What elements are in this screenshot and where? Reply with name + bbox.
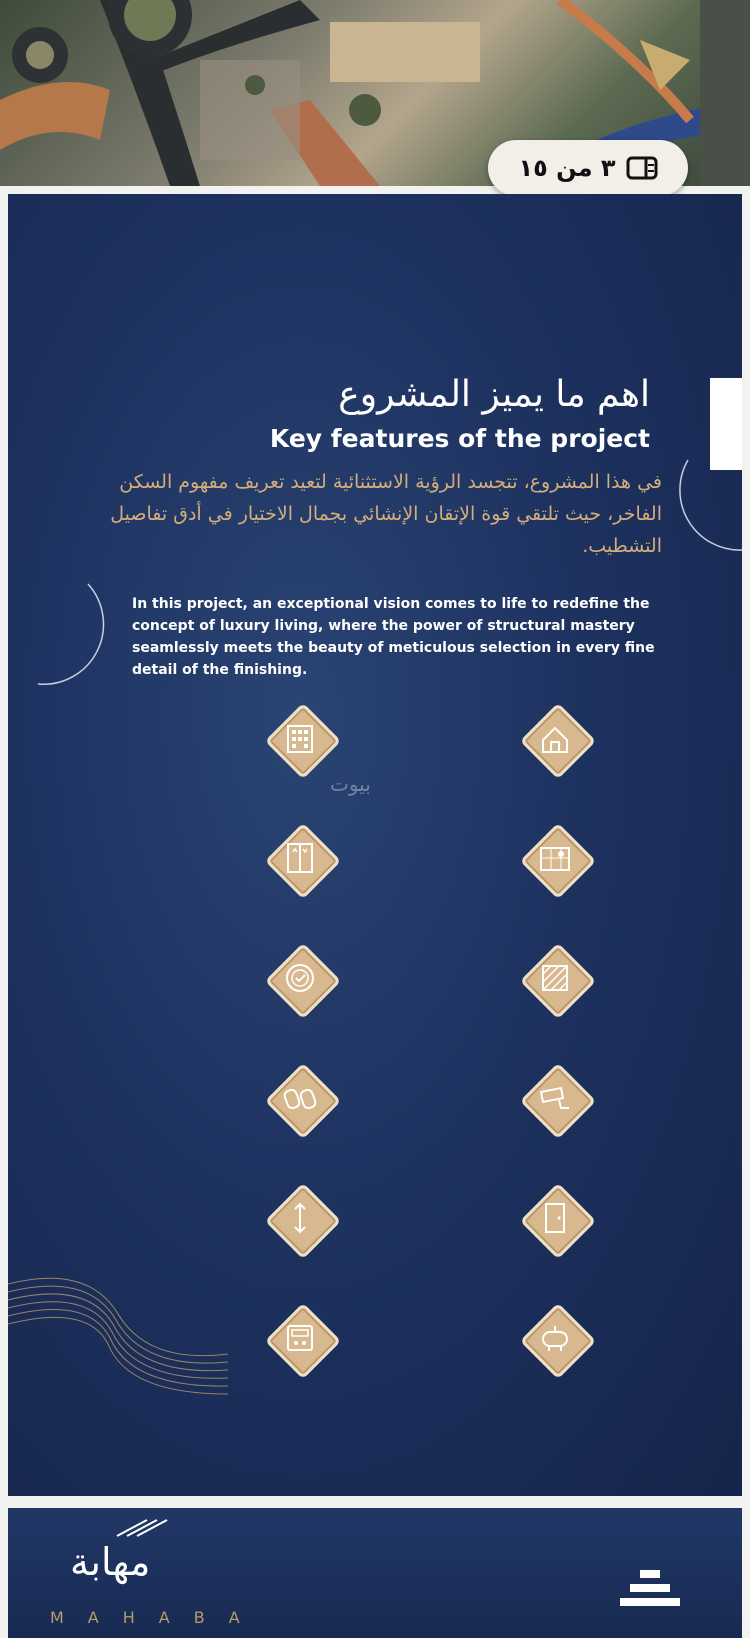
features-panel (8, 194, 742, 1496)
gallery-icon (626, 156, 658, 180)
elevator-icon (282, 840, 318, 876)
water-tank-icon (537, 1320, 573, 1356)
parking-icon (282, 1080, 318, 1116)
brand-name-english: MAHABA (50, 1608, 264, 1627)
map-location-icon (537, 840, 573, 876)
image-counter-text: ٣ من ١٥ (518, 154, 616, 182)
quality-badge-icon (282, 960, 318, 996)
image-counter[interactable] (488, 140, 688, 196)
brand-stripes-icon (112, 1518, 172, 1538)
decorative-arc-left (8, 574, 118, 694)
description-arabic: في هذا المشروع، تتجسد الرؤية الاستثنائية لتعيد تعريف مفهوم السكن الفاخر، حيث تلتقي قوة الإتقان الإنشائي بجمال الاختيار في أدق تفاصيل التشطيب. (110, 471, 662, 557)
brand-name-arabic: مهابة (70, 1540, 151, 1584)
meter-icon (282, 1320, 318, 1356)
title-arabic: اهم ما يميز المشروع (338, 374, 650, 415)
high-ceiling-icon (282, 1200, 318, 1236)
smart-home-icon (537, 720, 573, 756)
tiles-icon (537, 960, 573, 996)
title-english: Key features of the project (269, 424, 650, 453)
description-english: In this project, an exceptional vision comes to life to redefine the concept of luxury living, where the power of structural mastery seamlessly meets the beauty of meticulous selection in every fine detail of the finishing. (132, 596, 655, 678)
door-icon (537, 1200, 573, 1236)
hotel-building-icon (282, 720, 318, 756)
decorative-wave-lines (8, 1264, 228, 1404)
watermark: بيوت (330, 772, 371, 796)
logo-mark-icon (620, 1560, 680, 1620)
security-camera-icon (537, 1080, 573, 1116)
